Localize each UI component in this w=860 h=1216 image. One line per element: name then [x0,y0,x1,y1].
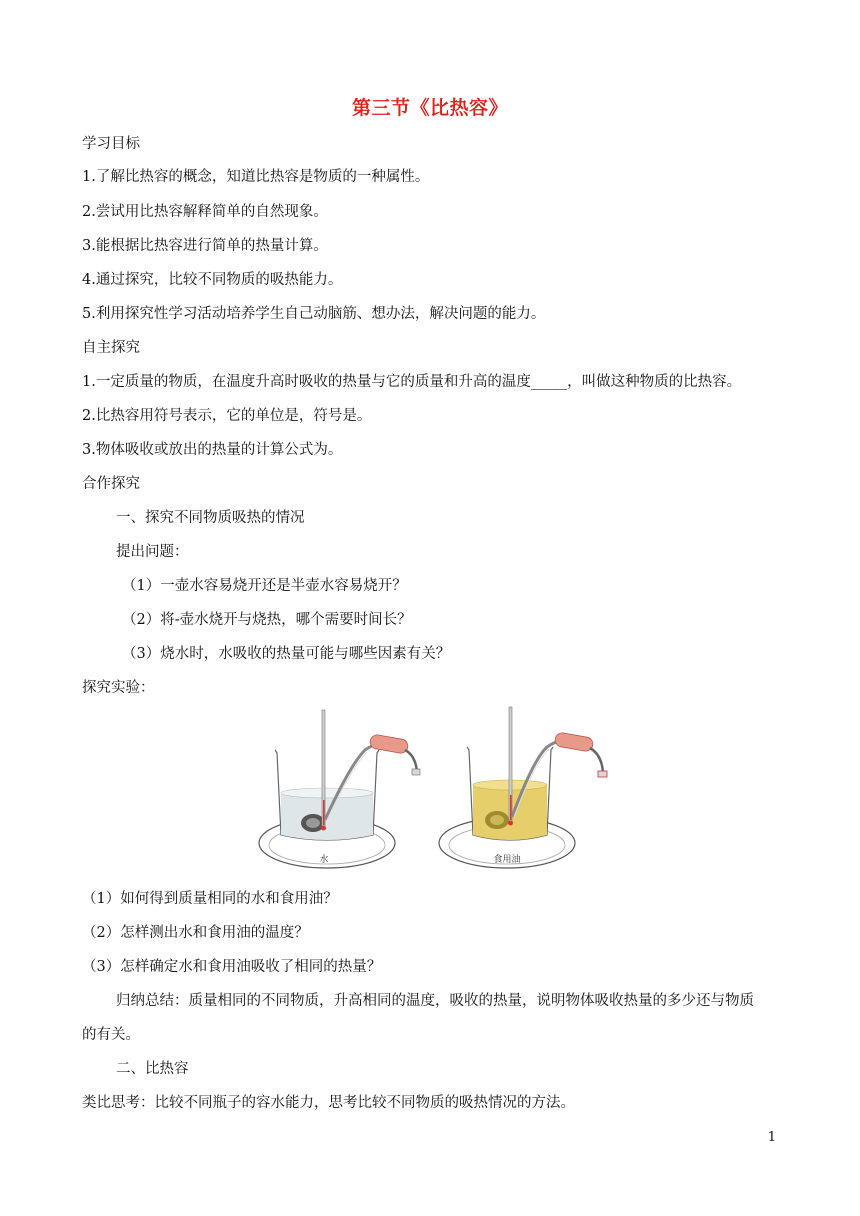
summary-line: 归纳总结：质量相同的不同物质，升高相同的温度，吸收的热量，说明物体吸收热量的多少还与物质 [116,993,754,1009]
subsection-heading-1: 一、探究不同物质吸热的情况 [116,510,305,526]
section-heading-self-study: 自主探究 [82,340,140,356]
experiment-label: 探究实验： [82,680,155,696]
beakers-illustration [255,705,620,875]
objective-item: 4.通过探究，比较不同物质的吸热能力。 [82,272,343,288]
experiment-question: （2）怎样测出水和食用油的温度？ [82,925,309,941]
objective-item: 1.了解比热容的概念，知道比热容是物质的一种属性。 [82,169,430,185]
page-title: 第三节《比热容》 [351,97,508,119]
question-item: （3）烧水时，水吸收的热量可能与哪些因素有关？ [122,646,451,662]
self-study-item: 1.一定质量的物质，在温度升高时吸收的热量与它的质量和升高的温度_____，叫做这种物质的比热容。 [82,374,742,390]
water-label: 水 [319,855,329,865]
question-item: （2）将-壶水烧开与烧热，哪个需要时间长？ [122,612,412,628]
oil-label: 食用油 [493,855,521,865]
experiment-figure [255,705,620,875]
analogy-text: 类比思考：比较不同瓶子的容水能力，思考比较不同物质的吸热情况的方法。 [82,1095,575,1111]
summary-line-continuation: 的有关。 [82,1027,140,1043]
question-item: （1）一壶水容易烧开还是半壶水容易烧开？ [122,578,407,594]
self-study-item: 2.比热容用符号表示，它的单位是，符号是。 [82,408,372,424]
subsection-heading-2: 二、比热容 [116,1061,189,1077]
experiment-question: （3）怎样确定水和食用油吸收了相同的热量？ [82,959,382,975]
self-study-item: 3.物体吸收或放出的热量的计算公式为。 [82,442,343,458]
objective-item: 2.尝试用比热容解释简单的自然现象。 [82,204,328,220]
section-heading-objectives: 学习目标 [82,136,140,152]
experiment-question: （1）如何得到质量相同的水和食用油？ [82,891,338,907]
page-number: 1 [767,1130,776,1145]
objective-item: 5.利用探究性学习活动培养学生自己动脑筋、想办法，解决问题的能力。 [82,306,546,322]
oil-beaker-setup [439,707,607,868]
section-heading-cooperative: 合作探究 [82,476,140,492]
water-beaker-setup [259,710,420,868]
objective-item: 3.能根据比热容进行简单的热量计算。 [82,238,328,254]
ask-question-label: 提出问题： [116,544,189,560]
